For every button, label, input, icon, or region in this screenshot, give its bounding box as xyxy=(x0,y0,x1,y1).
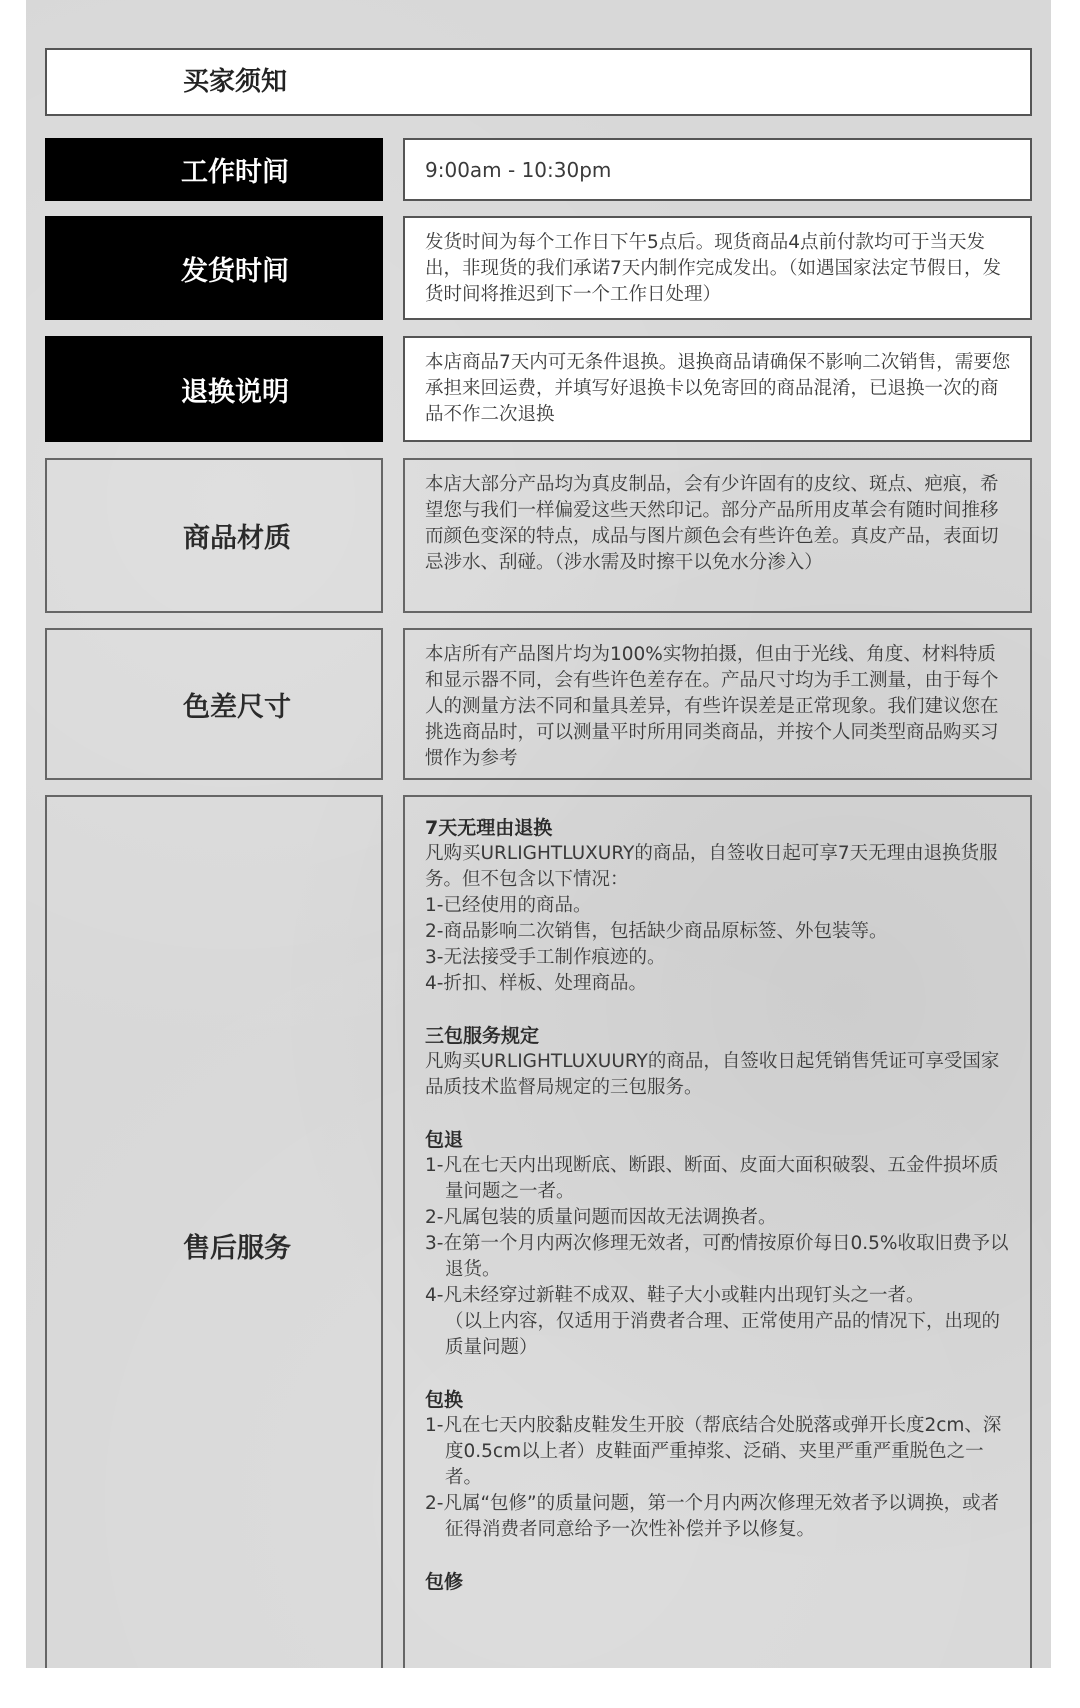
repair-section xyxy=(425,1569,1012,1595)
color-size-label: 色差尺寸 xyxy=(183,691,291,723)
list-item: 2-凡属包装的质量问题而因故无法调换者。 xyxy=(425,1207,777,1228)
three-guarantees-section xyxy=(425,1023,1012,1101)
seven-day-return-intro: 凡购买URLIGHTLUXURY的商品，自签收日起可享7天无理由退换货服务。但不包含以下情况： xyxy=(425,843,998,890)
after-sales-label-box xyxy=(45,795,383,1668)
work-hours-label: 工作时间 xyxy=(181,157,289,188)
material-label-box xyxy=(45,458,383,613)
list-item: 3-在第一个月内两次修理无效者，可酌情按原价每日0.5%收取旧费予以退货。 xyxy=(425,1233,1009,1280)
list-item: 2-商品影响二次销售，包括缺少商品原标签、外包装等。 xyxy=(425,921,888,942)
return-policy-label-box xyxy=(45,336,383,442)
notice-title: 买家须知 xyxy=(183,67,288,97)
notice-title-box xyxy=(45,48,1032,116)
return-policy-label: 退换说明 xyxy=(181,376,289,408)
list-item: 3-无法接受手工制作痕迹的。 xyxy=(425,947,666,968)
color-size-text: 本店所有产品图片均为100%实物拍摄，但由于光线、角度、材料特质和显示器不同，会有些许色差存在。产品尺寸均为手工测量，由于每个人的测量方法不同和量具差异，有些许误差是正常现象。我们建议您在挑选商品时，可以测量平时所用同类商品，并按个人同类型商品购买习惯作为参考 xyxy=(425,644,999,769)
after-sales-content xyxy=(403,795,1032,1668)
material-content xyxy=(403,458,1032,613)
work-hours-content xyxy=(403,138,1032,201)
list-item: 1-凡在七天内出现断底、断跟、断面、皮面大面积破裂、五金件损坏质量问题之一者。 xyxy=(425,1155,999,1202)
shipping-time-content xyxy=(403,216,1032,320)
refund-title: 包退 xyxy=(425,1129,464,1151)
list-item: 1-凡在七天内胶黏皮鞋发生开胶（帮底结合处脱落或弹开长度2cm、深度0.5cm以上者）皮鞋面严重掉浆、泛硝、夹里严重严重脱色之一者。 xyxy=(425,1415,1002,1488)
list-item: 1-已经使用的商品。 xyxy=(425,895,592,916)
refund-note: （以上内容，仅适用于消费者合理、正常使用产品的情况下，出现的质量问题） xyxy=(445,1311,1001,1358)
three-guarantees-title: 三包服务规定 xyxy=(425,1025,540,1047)
seven-day-return-title: 7天无理由退换 xyxy=(425,817,553,839)
material-text: 本店大部分产品均为真皮制品，会有少许固有的皮纹、斑点、疤痕，希望您与我们一样偏爱这些天然印记。部分产品所用皮革会有随时间推移而颜色变深的特点，成品与图片颜色会有些许色差。真皮产品，表面切忌涉水、刮碰。（涉水需及时擦干以免水分渗入） xyxy=(425,474,999,573)
three-guarantees-text: 凡购买URLIGHTLUXUURY的商品，自签收日起凭销售凭证可享受国家品质技术监督局规定的三包服务。 xyxy=(425,1051,1000,1098)
color-size-content xyxy=(403,628,1032,780)
seven-day-return-section xyxy=(425,815,1012,997)
list-item: 4-折扣、样板、处理商品。 xyxy=(425,973,647,994)
color-size-label-box xyxy=(45,628,383,780)
notice-page xyxy=(26,0,1051,1668)
work-hours-label-box xyxy=(45,138,383,201)
shipping-time-text: 发货时间为每个工作日下午5点后。现货商品4点前付款均可于当天发出，非现货的我们承诺7天内制作完成发出。（如遇国家法定节假日，发货时间将推迟到下一个工作日处理） xyxy=(425,232,1002,305)
return-policy-text: 本店商品7天内可无条件退换。退换商品请确保不影响二次销售，需要您承担来回运费，并填写好退换卡以免寄回的商品混淆，已退换一次的商品不作二次退换 xyxy=(425,352,1011,425)
after-sales-label: 售后服务 xyxy=(183,1232,291,1264)
return-policy-content xyxy=(403,336,1032,442)
exchange-section xyxy=(425,1387,1012,1543)
material-label: 商品材质 xyxy=(183,523,291,554)
shipping-time-label: 发货时间 xyxy=(181,255,289,287)
list-item: 2-凡属“包修”的质量问题，第一个月内两次修理无效者予以调换，或者征得消费者同意给予一次性补偿并予以修复。 xyxy=(425,1493,1000,1540)
repair-title: 包修 xyxy=(425,1571,464,1593)
list-item: 4-凡未经穿过新鞋不成双、鞋子大小或鞋内出现钉头之一者。 xyxy=(425,1285,925,1306)
exchange-title: 包换 xyxy=(425,1389,464,1411)
refund-section xyxy=(425,1127,1012,1361)
shipping-time-label-box xyxy=(45,216,383,320)
work-hours-text: 9:00am - 10:30pm xyxy=(425,157,612,182)
